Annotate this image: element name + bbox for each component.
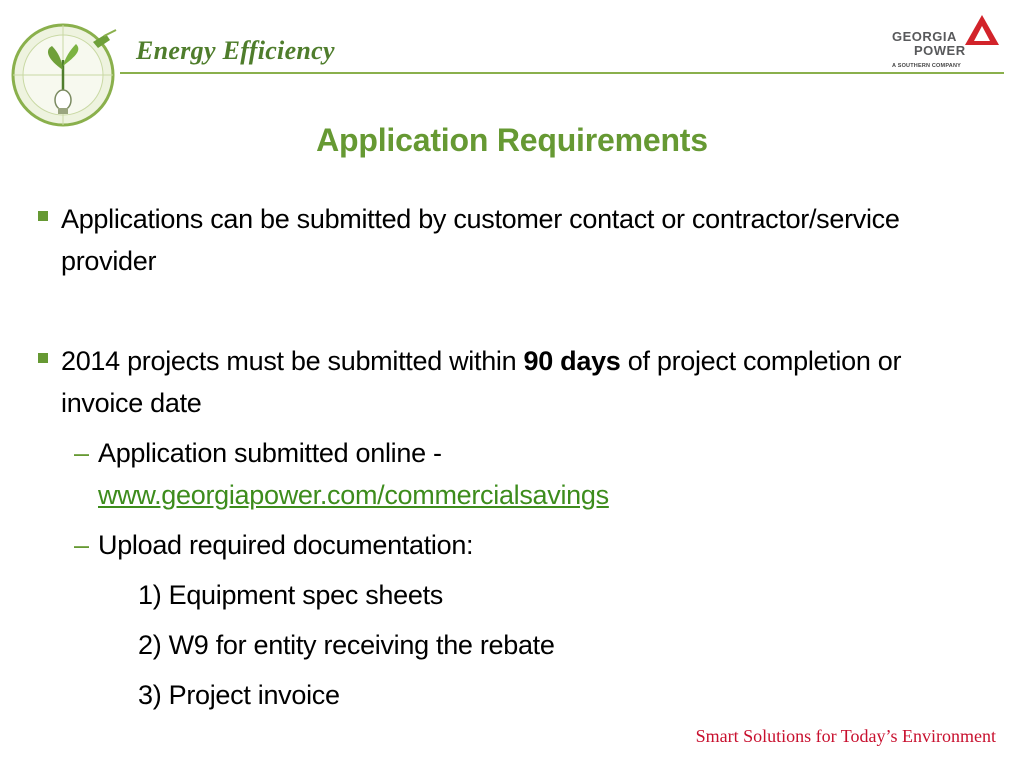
slide-title: Application Requirements [316, 122, 708, 158]
sub-bullet-text: Upload required documentation: [98, 530, 474, 560]
documentation-item: 3) Project invoice [138, 680, 340, 710]
bullet-item [34, 198, 984, 282]
slide-body [34, 198, 984, 716]
sub-bullet-text: Application submitted online - [98, 438, 442, 468]
slide-header [0, 0, 1024, 130]
bullet-text-post: of project completion or invoice date [61, 346, 902, 418]
bullet-text-bold: 90 days [523, 346, 621, 376]
green-square-bullet-icon [38, 211, 48, 221]
plant-lightbulb-globe-icon [8, 20, 118, 130]
company-name-line2: POWER [914, 43, 966, 58]
sub-bullet-item [34, 524, 984, 566]
company-tagline: A SOUTHERN COMPANY [892, 63, 961, 69]
footer-tagline: Smart Solutions for Today’s Environment [695, 726, 996, 746]
sub-bullet-item [34, 432, 984, 516]
bullet-text: Applications can be submitted by customer contact or contractor/service provider [61, 204, 900, 276]
commercial-savings-link[interactable]: www.georgiapower.com/commercialsavings [98, 480, 609, 510]
header-divider [120, 72, 1004, 74]
georgia-power-triangle-icon [964, 14, 1000, 46]
bullet-item [34, 340, 984, 424]
green-square-bullet-icon [38, 353, 48, 363]
company-logo [892, 30, 966, 58]
documentation-item: 1) Equipment spec sheets [138, 580, 443, 610]
dash-bullet-icon: – [74, 530, 89, 560]
company-name-line1: GEORGIA [892, 29, 957, 44]
dash-bullet-icon: – [74, 438, 89, 468]
documentation-item: 2) W9 for entity receiving the rebate [138, 630, 555, 660]
bullet-text-pre: 2014 projects must be submitted within [61, 346, 524, 376]
brand-title: Energy Efficiency [136, 36, 335, 65]
